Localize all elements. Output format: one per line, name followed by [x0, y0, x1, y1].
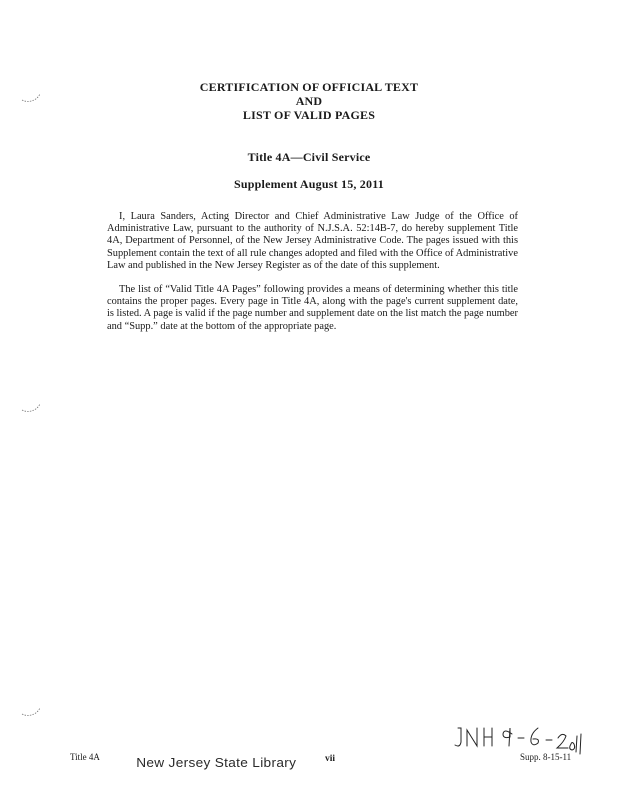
- library-stamp: New Jersey State Library: [136, 755, 297, 770]
- valid-pages-heading: LIST OF VALID PAGES: [242, 108, 376, 122]
- page-number: vii: [325, 754, 336, 764]
- certification-paragraph: I, Laura Sanders, Acting Director and Chief Administrative Law Judge of the Office of Administrative Law, pursuant to the authority of N.J.S.A. 52:14B-7, do hereby supplement Title 4A, Department of Personnel, of the New Jersey Administrative Code. The pages issued with this Supplement contain the text of all rule changes adopted and filed with the Office of Administrative Law and published in the New Jersey Register as of the date of this supplement.: [107, 211, 518, 271]
- valid-pages-paragraph: The list of “Valid Title 4A Pages” following provides a means of determining whether this title contains the proper pages. Every page in Title 4A, along with the page's current supplement date, is listed. A page is valid if the page number and supplement date on the list match the page number and “Supp.” date at the bottom of the appropriate page.: [107, 284, 518, 332]
- footer-title: Title 4A: [70, 752, 100, 762]
- certification-heading: CERTIFICATION OF OFFICIAL TEXT: [199, 80, 419, 94]
- supplement-date-heading: Supplement August 15, 2011: [234, 177, 384, 191]
- hole-punch-mark: [20, 706, 42, 718]
- footer-supplement-date: Supp. 8-15-11: [520, 752, 572, 762]
- heading-and: AND: [295, 94, 323, 108]
- hole-punch-mark: [20, 402, 42, 414]
- title-heading: Title 4A—Civil Service: [247, 150, 371, 164]
